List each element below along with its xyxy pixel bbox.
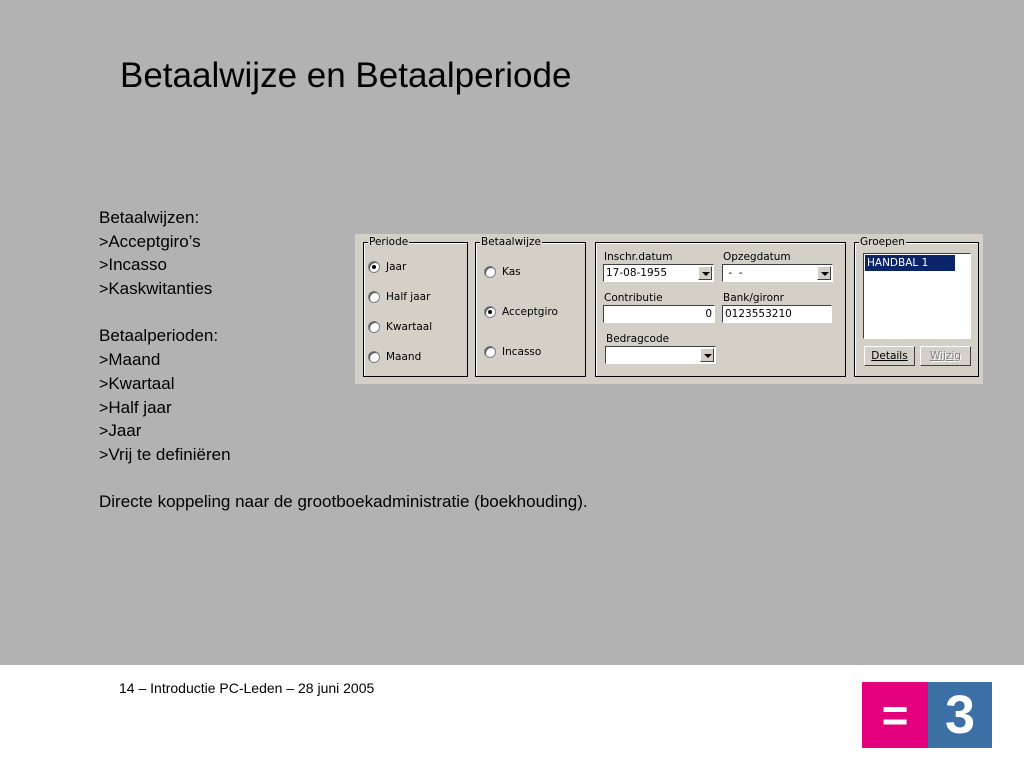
slide-title: Betaalwijze en Betaalperiode	[120, 56, 572, 95]
dropdown-arrow-icon[interactable]	[700, 348, 714, 362]
inschr-datum-dropdown[interactable]: 17-08-1955	[603, 264, 714, 282]
bedragcode-label: Bedragcode	[606, 333, 670, 345]
bedragcode-dropdown[interactable]	[605, 346, 716, 364]
footer-text: 14 – Introductie PC-Leden – 28 juni 2005	[119, 680, 375, 696]
wijzig-button[interactable]: Wijzig	[920, 346, 971, 366]
bullet-vrij: >Vrij te definiëren	[99, 444, 231, 464]
arrow-icon: >	[99, 281, 109, 299]
periode-group	[363, 236, 468, 377]
periode-radio-jaar[interactable]: Jaar	[368, 261, 406, 273]
arrow-icon: >	[99, 233, 109, 251]
member-payment-form	[355, 234, 983, 384]
betaalwijze-group-label: Betaalwijze	[481, 236, 541, 248]
groepen-listbox[interactable]	[863, 253, 971, 339]
arrow-icon: >	[99, 423, 109, 441]
radio-icon	[484, 346, 496, 358]
radio-checked-icon	[368, 261, 380, 273]
groepen-group-label: Groepen	[860, 236, 905, 248]
dropdown-arrow-icon[interactable]	[817, 266, 831, 280]
bullet-half-jaar: >Half jaar	[99, 397, 172, 417]
betaalwijzen-heading: Betaalwijzen:	[99, 208, 200, 227]
bank-gironr-label: Bank/gironr	[723, 292, 784, 304]
radio-icon	[368, 321, 380, 333]
radio-icon	[368, 351, 380, 363]
betaalwijze-group	[475, 236, 586, 377]
dropdown-arrow-icon[interactable]	[698, 266, 712, 280]
arrow-icon: >	[99, 446, 109, 464]
arrow-icon: >	[99, 375, 109, 393]
betaalperioden-heading: Betaalperioden:	[99, 326, 219, 346]
periode-group-label: Periode	[369, 236, 409, 248]
arrow-icon: >	[99, 352, 109, 370]
bullet-maand: >Maand	[99, 350, 161, 370]
radio-icon	[484, 266, 496, 278]
periode-radio-maand[interactable]: Maand	[368, 351, 421, 363]
periode-radio-half-jaar[interactable]: Half jaar	[368, 291, 430, 303]
logo-three-icon: 3	[928, 682, 992, 748]
radio-checked-icon	[484, 306, 496, 318]
bank-gironr-input[interactable]: 0123553210	[722, 305, 832, 323]
arrow-icon: >	[99, 399, 109, 417]
bullet-acceptgiros: >Acceptgiro’s	[99, 231, 201, 251]
details-group	[595, 242, 846, 377]
groepen-list-item[interactable]: HANDBAL 1	[865, 255, 955, 271]
opzegdatum-label: Opzegdatum	[723, 251, 791, 263]
contributie-label: Contributie	[604, 292, 663, 304]
bullet-incasso: >Incasso	[99, 255, 167, 275]
betaalwijze-radio-kas[interactable]: Kas	[484, 266, 521, 278]
bullet-kaskwitanties: >Kaskwitanties	[99, 279, 213, 299]
betaalwijze-radio-incasso[interactable]: Incasso	[484, 346, 541, 358]
contributie-input[interactable]: 0	[603, 305, 715, 323]
bullet-kwartaal: >Kwartaal	[99, 373, 175, 393]
opzegdatum-dropdown[interactable]: - -	[722, 264, 833, 282]
radio-icon	[368, 291, 380, 303]
groepen-group	[854, 236, 979, 377]
bullet-jaar: >Jaar	[99, 421, 142, 441]
koppeling-note: Directe koppeling naar de grootboekadministratie (boekhouding).	[99, 492, 588, 512]
periode-radio-kwartaal[interactable]: Kwartaal	[368, 321, 432, 333]
details-button[interactable]: Details	[864, 346, 915, 366]
betaalwijze-radio-acceptgiro[interactable]: Acceptgiro	[484, 306, 558, 318]
inschr-datum-label: Inschr.datum	[604, 251, 673, 263]
arrow-icon: >	[99, 257, 109, 275]
logo-equals-icon: =	[862, 682, 928, 748]
